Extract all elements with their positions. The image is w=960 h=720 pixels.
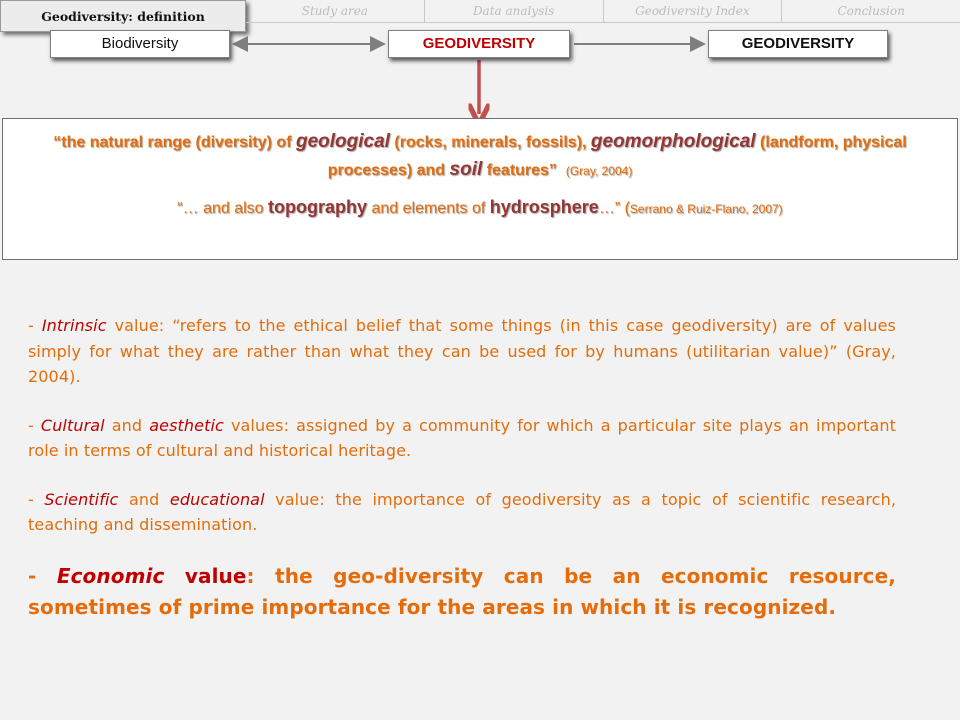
value-economic: - Economic value: the geo-diversity can be an economic resource, sometimes of prime importance for the areas in which it is recognized.	[28, 563, 896, 619]
definition-box	[2, 118, 958, 260]
geodiversity-box-center: GEODIVERSITY	[388, 30, 570, 58]
definition-serrano: “… and also topography and elements of hydrosphere…” (Serrano & Ruiz-Flano, 2007)	[177, 197, 783, 217]
biodiversity-box: Biodiversity	[50, 30, 230, 58]
value-scientific-educational: - Scientific and educational value: the importance of geodiversity as a topic of scientific research, teaching and dissemination.	[28, 489, 897, 534]
tab-conclusion[interactable]: Conclusion	[781, 0, 960, 22]
tab-data-analysis[interactable]: Data analysis	[424, 0, 603, 22]
definition-gray: “the natural range (diversity) of geological (rocks, minerals, fossils), geomorphological (landform, physical processes) and soil features” (Gray, 2004)	[53, 131, 907, 180]
geodiversity-box-right: GEODIVERSITY	[708, 30, 888, 58]
tab-geodiversity-index[interactable]: Geodiversity Index	[603, 0, 782, 22]
value-intrinsic: - Intrinsic value: “refers to the ethical belief that some things (in this case geodiversity) are of values simply for what they are rather than what they can be used for by humans (utilitarian value)” (Gray, 2004).	[28, 316, 896, 386]
tab-geodiversity-definition[interactable]: Geodiversity: definition	[0, 0, 246, 32]
tab-study-area[interactable]: Study area	[301, 4, 368, 18]
value-cultural-aesthetic: - Cultural and aesthetic values: assigned by a community for which a particular site plays an important role in terms of cultural and historical heritage.	[28, 415, 896, 460]
values-list	[28, 313, 896, 646]
